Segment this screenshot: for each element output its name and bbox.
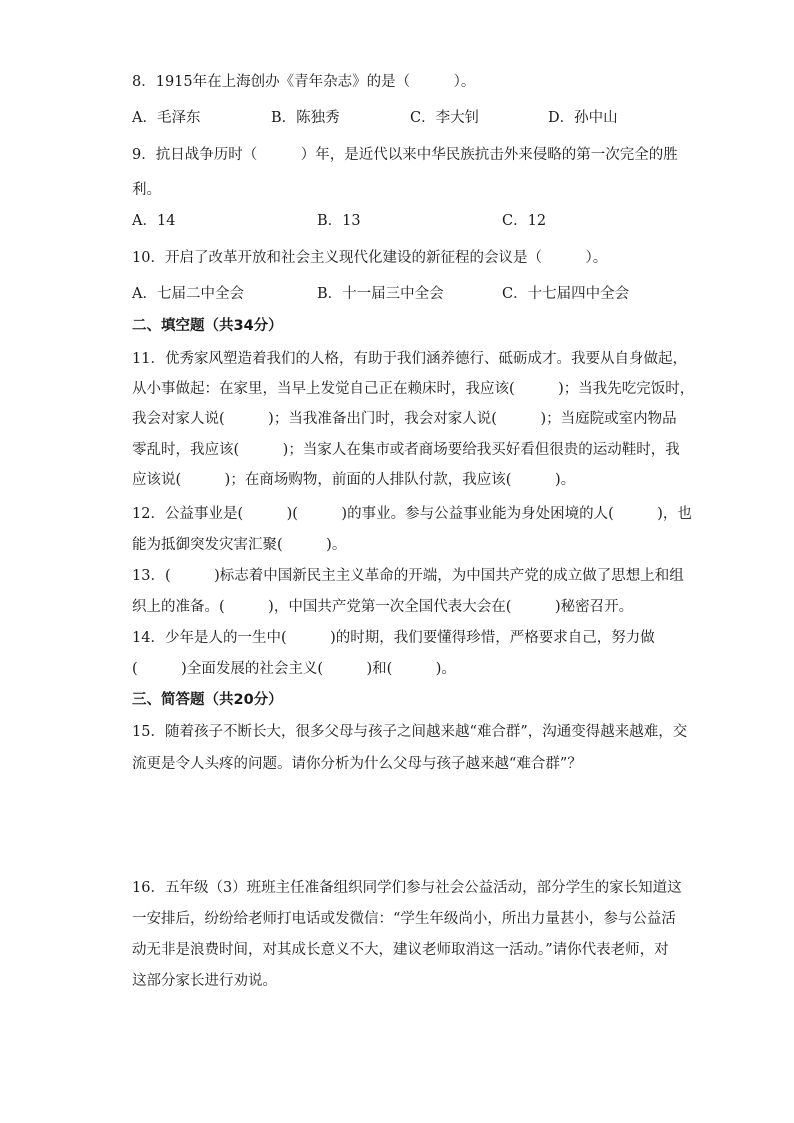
q10-stem: 10．开启了改革开放和社会主义现代化建设的新征程的会议是（ ）。	[132, 250, 608, 266]
q13-line: 织上的准备。( )，中国共产党第一次全国代表大会在( )秘密召开。	[132, 599, 634, 615]
q10-option-c: C．十七届四中全会	[502, 286, 630, 302]
q11-line: 从小事做起：在家里，当早上发觉自己正在赖床时，我应该( )；当我先吃完饭时，	[132, 381, 695, 397]
q8-option-b: B．陈独秀	[271, 110, 340, 126]
q11-line: 11．优秀家风塑造着我们的人格，有助于我们涵养德行、砥砺成才。我要从自身做起，	[132, 351, 687, 367]
q11-line: 我会对家人说( )；当我准备出门时，我会对家人说( )；当庭院或室内物品	[132, 411, 677, 427]
q8-option-c: C．李大钊	[410, 110, 480, 126]
q16-line: 16．五年级（3）班班主任准备组织同学们参与社会公益活动，部分学生的家长知道这	[132, 880, 682, 896]
q10-option-a: A．七届二中全会	[132, 286, 244, 302]
section-short-answer-title: 三、简答题（共20分）	[132, 692, 283, 708]
q13-line: 13．( )标志着中国新民主主义革命的开端，为中国共产党的成立做了思想上和组	[132, 568, 684, 584]
q11-line: 应该说( )；在商场购物，前面的人排队付款，我应该( )。	[132, 472, 576, 488]
q9-stem-line1: 9．抗日战争历时（ ）年，是近代以来中华民族抗击外来侵略的第一次完全的胜	[132, 147, 678, 163]
q9-stem-line2: 利。	[132, 182, 161, 198]
q8-option-d: D．孙中山	[548, 110, 618, 126]
q9-option-b: B．13	[317, 213, 361, 229]
q15-line: 流更是令人头疼的问题。请你分析为什么父母与孩子越来越“难合群”？	[132, 756, 582, 772]
q14-line: ( )全面发展的社会主义( )和( )。	[132, 661, 456, 677]
q16-line: 一安排后，纷纷给老师打电话或发微信：“学生年级尚小，所出力量甚小，参与公益活	[132, 911, 676, 927]
q11-line: 零乱时，我应该( )；当家人在集市或者商场要给我买好看但很贵的运动鞋时，我	[132, 442, 680, 458]
q12-line: 能为抵御突发灾害汇聚( )。	[132, 537, 347, 553]
q12-line: 12．公益事业是( )( )的事业。参与公益事业能为身处困境的人( )，也	[132, 506, 692, 522]
q10-option-b: B．十一届三中全会	[317, 286, 444, 302]
q9-option-a: A．14	[132, 213, 176, 229]
q16-line: 这部分家长进行劝说。	[132, 973, 277, 989]
q8-stem: 8．1915年在上海创办《青年杂志》的是（ ）。	[132, 74, 476, 90]
q16-line: 动无非是浪费时间，对其成长意义不大，建议老师取消这一活动。”请你代表老师，对	[132, 942, 669, 958]
q9-option-c: C．12	[502, 213, 547, 229]
q8-option-a: A．毛泽东	[132, 110, 201, 126]
q15-line: 15．随着孩子不断长大，很多父母与孩子之间越来越“难合群”，沟通变得越来越难，交	[132, 724, 688, 740]
section-fill-in-title: 二、填空题（共34分）	[132, 318, 283, 334]
q14-line: 14．少年是人的一生中( )的时期，我们要懂得珍惜，严格要求自己，努力做	[132, 630, 655, 646]
